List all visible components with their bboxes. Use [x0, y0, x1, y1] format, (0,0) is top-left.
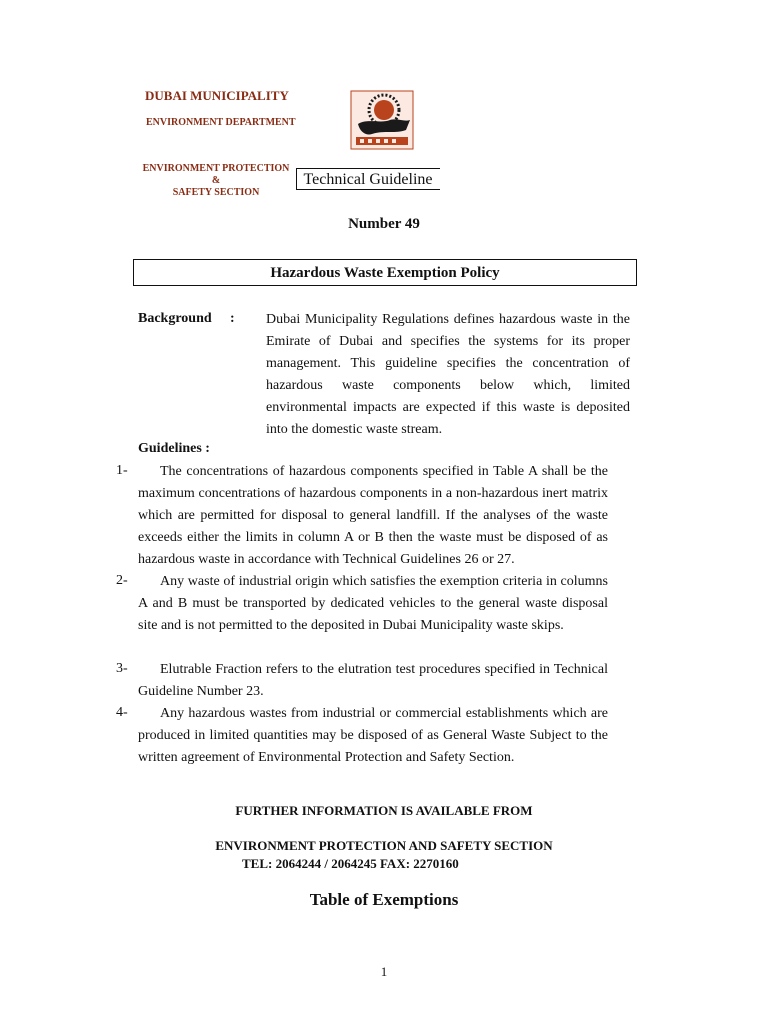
background-text: Dubai Municipality Regulations defines hazardous waste in the Emirate of Dubai and specifies the systems for its proper management. This guideline specifies the concentration of hazardous waste components below which, limited environmental impacts are expected if this waste is deposited into the domestic waste stream. — [266, 312, 630, 437]
background-colon: : — [230, 311, 235, 326]
guideline-number: 1- — [116, 463, 128, 478]
org-section-line2: SAFETY SECTION — [172, 187, 260, 198]
doc-title: Hazardous Waste Exemption Policy — [133, 259, 637, 286]
org-department: ENVIRONMENT DEPARTMENT — [146, 117, 296, 128]
dubai-municipality-logo-icon — [350, 90, 414, 150]
doc-type-box: Technical Guideline — [296, 168, 440, 190]
guideline-text: Any hazardous wastes from industrial or commercial establishments which are produced in limited quantities may be disposed of as General Waste Subject to the written agreement of Environmental Protection and Safety Section. — [138, 706, 608, 765]
guideline-number: 4- — [116, 705, 128, 720]
table-heading: Table of Exemptions — [309, 890, 459, 909]
guideline-text: Elutrable Fraction refers to the elutration test procedures specified in Technical Guideline Number 23. — [138, 662, 608, 699]
background-label: Background — [138, 311, 212, 326]
guideline-number: 2- — [116, 573, 128, 588]
page-number: 1 — [380, 964, 388, 979]
further-info: FURTHER INFORMATION IS AVAILABLE FROM — [235, 803, 533, 818]
org-name: DUBAI MUNICIPALITY — [145, 88, 289, 103]
guidelines-label: Guidelines : — [138, 441, 210, 456]
contact-section: ENVIRONMENT PROTECTION AND SAFETY SECTION — [215, 838, 553, 853]
contact-phone: TEL: 2064244 / 2064245 FAX: 2270160 — [242, 856, 459, 871]
doc-number: Number 49 — [348, 216, 420, 232]
org-section-line1: ENVIRONMENT PROTECTION & — [142, 163, 290, 186]
guideline-text: The concentrations of hazardous components specified in Table A shall be the maximum concentrations of hazardous components in a non-hazardous inert matrix which are permitted for disposal to general landfill. If the analyses of the waste exceeds either the limits in column A or B then the waste must be disposed of as hazardous waste in accordance with Technical Guidelines 26 or 27. — [138, 464, 608, 567]
guideline-text: Any waste of industrial origin which satisfies the exemption criteria in columns A and B must be transported by dedicated vehicles to the general waste disposal site and is not permitted to the deposited in Dubai Municipality waste skips. — [138, 574, 608, 633]
org-section — [140, 163, 292, 199]
guideline-number: 3- — [116, 661, 128, 676]
